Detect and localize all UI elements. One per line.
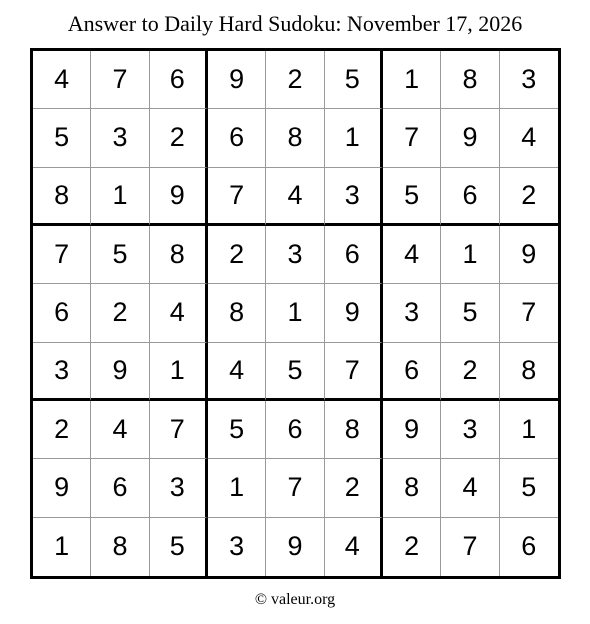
sudoku-cell-r8-c8: 4 (441, 459, 499, 517)
sudoku-cell-r2-c8: 9 (441, 109, 499, 167)
sudoku-cell-r1-c4: 9 (208, 51, 266, 109)
sudoku-cell-r1-c2: 7 (91, 51, 149, 109)
sudoku-cell-r4-c9: 9 (500, 226, 558, 284)
sudoku-cell-r2-c3: 2 (150, 109, 208, 167)
sudoku-cell-r5-c6: 9 (325, 284, 383, 342)
sudoku-cell-r4-c1: 7 (33, 226, 91, 284)
sudoku-cell-r4-c3: 8 (150, 226, 208, 284)
sudoku-cell-r6-c6: 7 (325, 343, 383, 401)
sudoku-cell-r2-c4: 6 (208, 109, 266, 167)
sudoku-cell-r5-c8: 5 (441, 284, 499, 342)
sudoku-cell-r3-c5: 4 (266, 168, 324, 226)
sudoku-cell-r2-c1: 5 (33, 109, 91, 167)
sudoku-cell-r4-c6: 6 (325, 226, 383, 284)
sudoku-cell-r8-c2: 6 (91, 459, 149, 517)
sudoku-cell-r9-c1: 1 (33, 518, 91, 576)
sudoku-cell-r9-c5: 9 (266, 518, 324, 576)
sudoku-cell-r3-c7: 5 (383, 168, 441, 226)
sudoku-cell-r7-c1: 2 (33, 401, 91, 459)
sudoku-cell-r6-c4: 4 (208, 343, 266, 401)
sudoku-cell-r9-c9: 6 (521, 531, 537, 562)
sudoku-cell-r5-c1: 6 (33, 284, 91, 342)
sudoku-cell-r5-c5: 1 (266, 284, 324, 342)
sudoku-cell-r1-c3: 6 (150, 51, 208, 109)
sudoku-cell-r6-c1: 3 (33, 343, 91, 401)
sudoku-cell-r1-c1: 4 (33, 51, 91, 109)
sudoku-cell-r6-c7: 6 (383, 343, 441, 401)
sudoku-cell-r2-c9: 4 (500, 109, 558, 167)
copyright-footer: © valeur.org (254, 591, 336, 608)
sudoku-cell-r4-c8: 1 (441, 226, 499, 284)
sudoku-cell-r3-c8: 6 (441, 168, 499, 226)
sudoku-cell-r1-c8: 8 (441, 51, 499, 109)
sudoku-cell-r4-c7: 4 (383, 226, 441, 284)
sudoku-cell-r3-c2: 1 (91, 168, 149, 226)
sudoku-cell-r3-c3: 9 (150, 168, 208, 226)
sudoku-cell-r7-c5: 6 (266, 401, 324, 459)
sudoku-board (30, 48, 561, 579)
sudoku-cell-r9-c3: 5 (150, 518, 208, 576)
sudoku-cell-r1-c7: 1 (383, 51, 441, 109)
sudoku-cell-r7-c8: 3 (441, 401, 499, 459)
sudoku-cell-r2-c7: 7 (383, 109, 441, 167)
sudoku-cell-r9-c2: 8 (91, 518, 149, 576)
sudoku-cell-r3-c4: 7 (208, 168, 266, 226)
sudoku-cell-r3-c9: 2 (500, 168, 558, 226)
sudoku-cell-r2-c5: 8 (266, 109, 324, 167)
sudoku-cell-r8-c1: 9 (33, 459, 91, 517)
sudoku-cell-r8-c6: 2 (325, 459, 383, 517)
sudoku-cell-r7-c7: 9 (383, 401, 441, 459)
sudoku-cell-r6-c2: 9 (91, 343, 149, 401)
sudoku-cell-r4-c5: 3 (266, 226, 324, 284)
sudoku-cell-r2-c2: 3 (91, 109, 149, 167)
page-title: Answer to Daily Hard Sudoku: November 17, 2026 (67, 11, 523, 36)
sudoku-cell-r1-c5: 2 (266, 51, 324, 109)
sudoku-cell-r5-c7: 3 (383, 284, 441, 342)
sudoku-cell-r8-c7: 8 (383, 459, 441, 517)
sudoku-grid (33, 51, 558, 576)
sudoku-cell-r7-c6: 8 (325, 401, 383, 459)
sudoku-cell-r5-c4: 8 (208, 284, 266, 342)
sudoku-cell-r9-c6: 4 (325, 518, 383, 576)
sudoku-cell-r9-c8: 7 (441, 518, 499, 576)
sudoku-cell-r6-c5: 5 (266, 343, 324, 401)
sudoku-cell-r1-c9: 3 (500, 51, 558, 109)
sudoku-cell-r5-c9: 7 (500, 284, 558, 342)
sudoku-cell-r8-c9: 5 (500, 459, 558, 517)
sudoku-cell-r5-c3: 4 (150, 284, 208, 342)
sudoku-cell-r6-c9: 8 (500, 343, 558, 401)
sudoku-cell-r8-c4: 1 (208, 459, 266, 517)
sudoku-cell-r4-c2: 5 (91, 226, 149, 284)
sudoku-cell-r8-c5: 7 (266, 459, 324, 517)
sudoku-cell-r3-c1: 8 (33, 168, 91, 226)
sudoku-cell-r5-c2: 2 (91, 284, 149, 342)
sudoku-cell-r1-c6: 5 (325, 51, 383, 109)
sudoku-cell-r7-c2: 4 (91, 401, 149, 459)
sudoku-cell-r9-c7: 2 (383, 518, 441, 576)
sudoku-cell-r7-c3: 7 (150, 401, 208, 459)
sudoku-cell-r4-c4: 2 (208, 226, 266, 284)
sudoku-cell-r7-c9: 1 (500, 401, 558, 459)
sudoku-cell-r3-c6: 3 (325, 168, 383, 226)
sudoku-cell-r6-c3: 1 (150, 343, 208, 401)
sudoku-cell-r2-c6: 1 (325, 109, 383, 167)
sudoku-cell-r7-c4: 5 (208, 401, 266, 459)
sudoku-cell-r6-c8: 2 (441, 343, 499, 401)
sudoku-cell-r8-c3: 3 (150, 459, 208, 517)
sudoku-cell-r9-c4: 3 (208, 518, 266, 576)
